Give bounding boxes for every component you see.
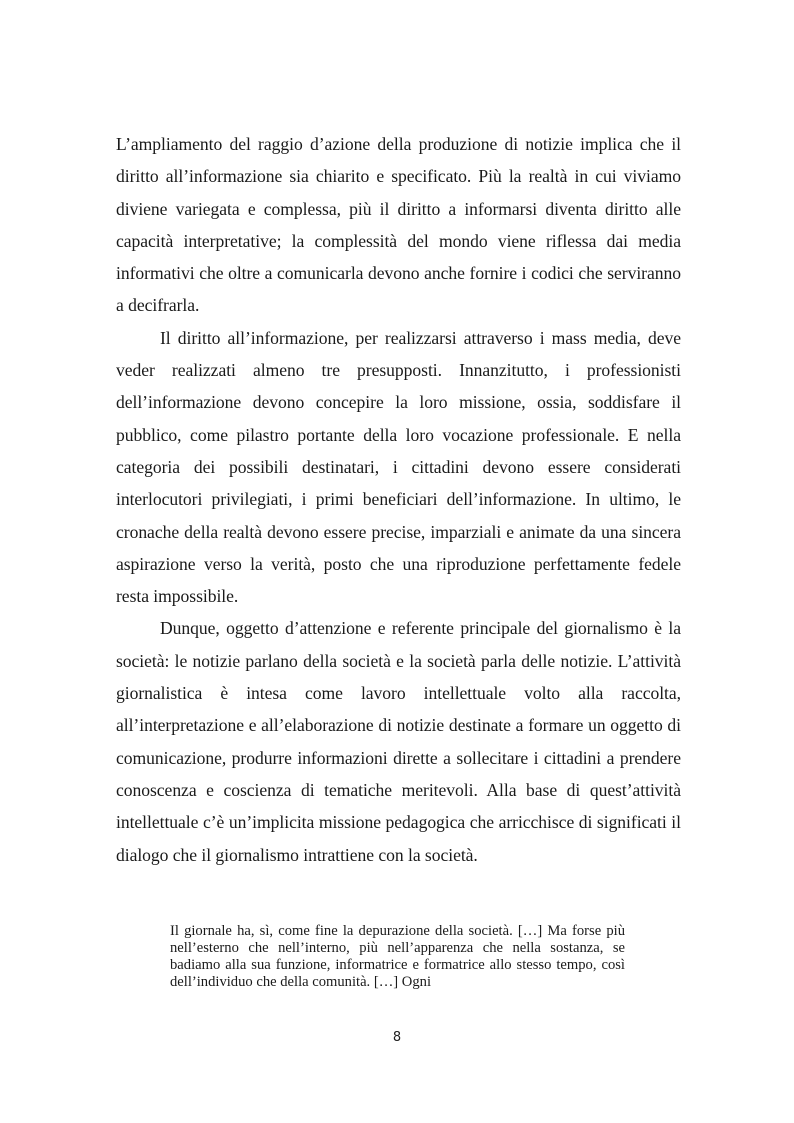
paragraph-1: L’ampliamento del raggio d’azione della produzione di notizie implica che il diritto all’informazione sia chiarito e specificato. Più la realtà in cui viviamo diviene variegata e complessa, più il diritto a informarsi diventa diritto alle capacità interpretative; la complessità del mondo viene riflessa dai media informativi che oltre a comunicarla devono anche fornire i codici che serviranno a decifrarla. [116,134,681,316]
block-quote: Il giornale ha, sì, come fine la depurazione della società. […] Ma forse più nell’esterno che nell’interno, più nell’apparenza che nella sostanza, se badiamo alla sua funzione, informatrice e formatrice allo stesso tempo, così dell’individuo che della comunità. […] Ogni [170,923,625,990]
paragraph-3: Dunque, oggetto d’attenzione e referente principale del giornalismo è la società: le notizie parlano della società e la società parla delle notizie. L’attività giornalistica è intesa come lavoro intellettuale volto alla raccolta, all’interpretazione e all’elaborazione di notizie destinate a formare un oggetto di comunicazione, produrre informazioni dirette a sollecitare i cittadini a prendere conoscenza e coscienza di tematiche meritevoli. Alla base di quest’attività intellettuale c’è un’implicita missione pedagogica che arricchisce di significati il dialogo che il giornalismo intrattiene con la società. [116,618,681,865]
body-text [116,128,681,871]
paragraph-2: Il diritto all’informazione, per realizzarsi attraverso i mass media, deve veder realizzati almeno tre presupposti. Innanzitutto, i professionisti dell’informazione devono concepire la loro missione, ossia, soddisfare il pubblico, come pilastro portante della loro vocazione professionale. E nella categoria dei possibili destinatari, i cittadini devono essere considerati interlocutori privilegiati, i primi beneficiari dell’informazione. In ultimo, le cronache della realtà devono essere precise, imparziali e animate da una sincera aspirazione verso la verità, posto che una riproduzione perfettamente fedele resta impossibile. [116,327,681,607]
page-number: 8 [392,1030,402,1045]
